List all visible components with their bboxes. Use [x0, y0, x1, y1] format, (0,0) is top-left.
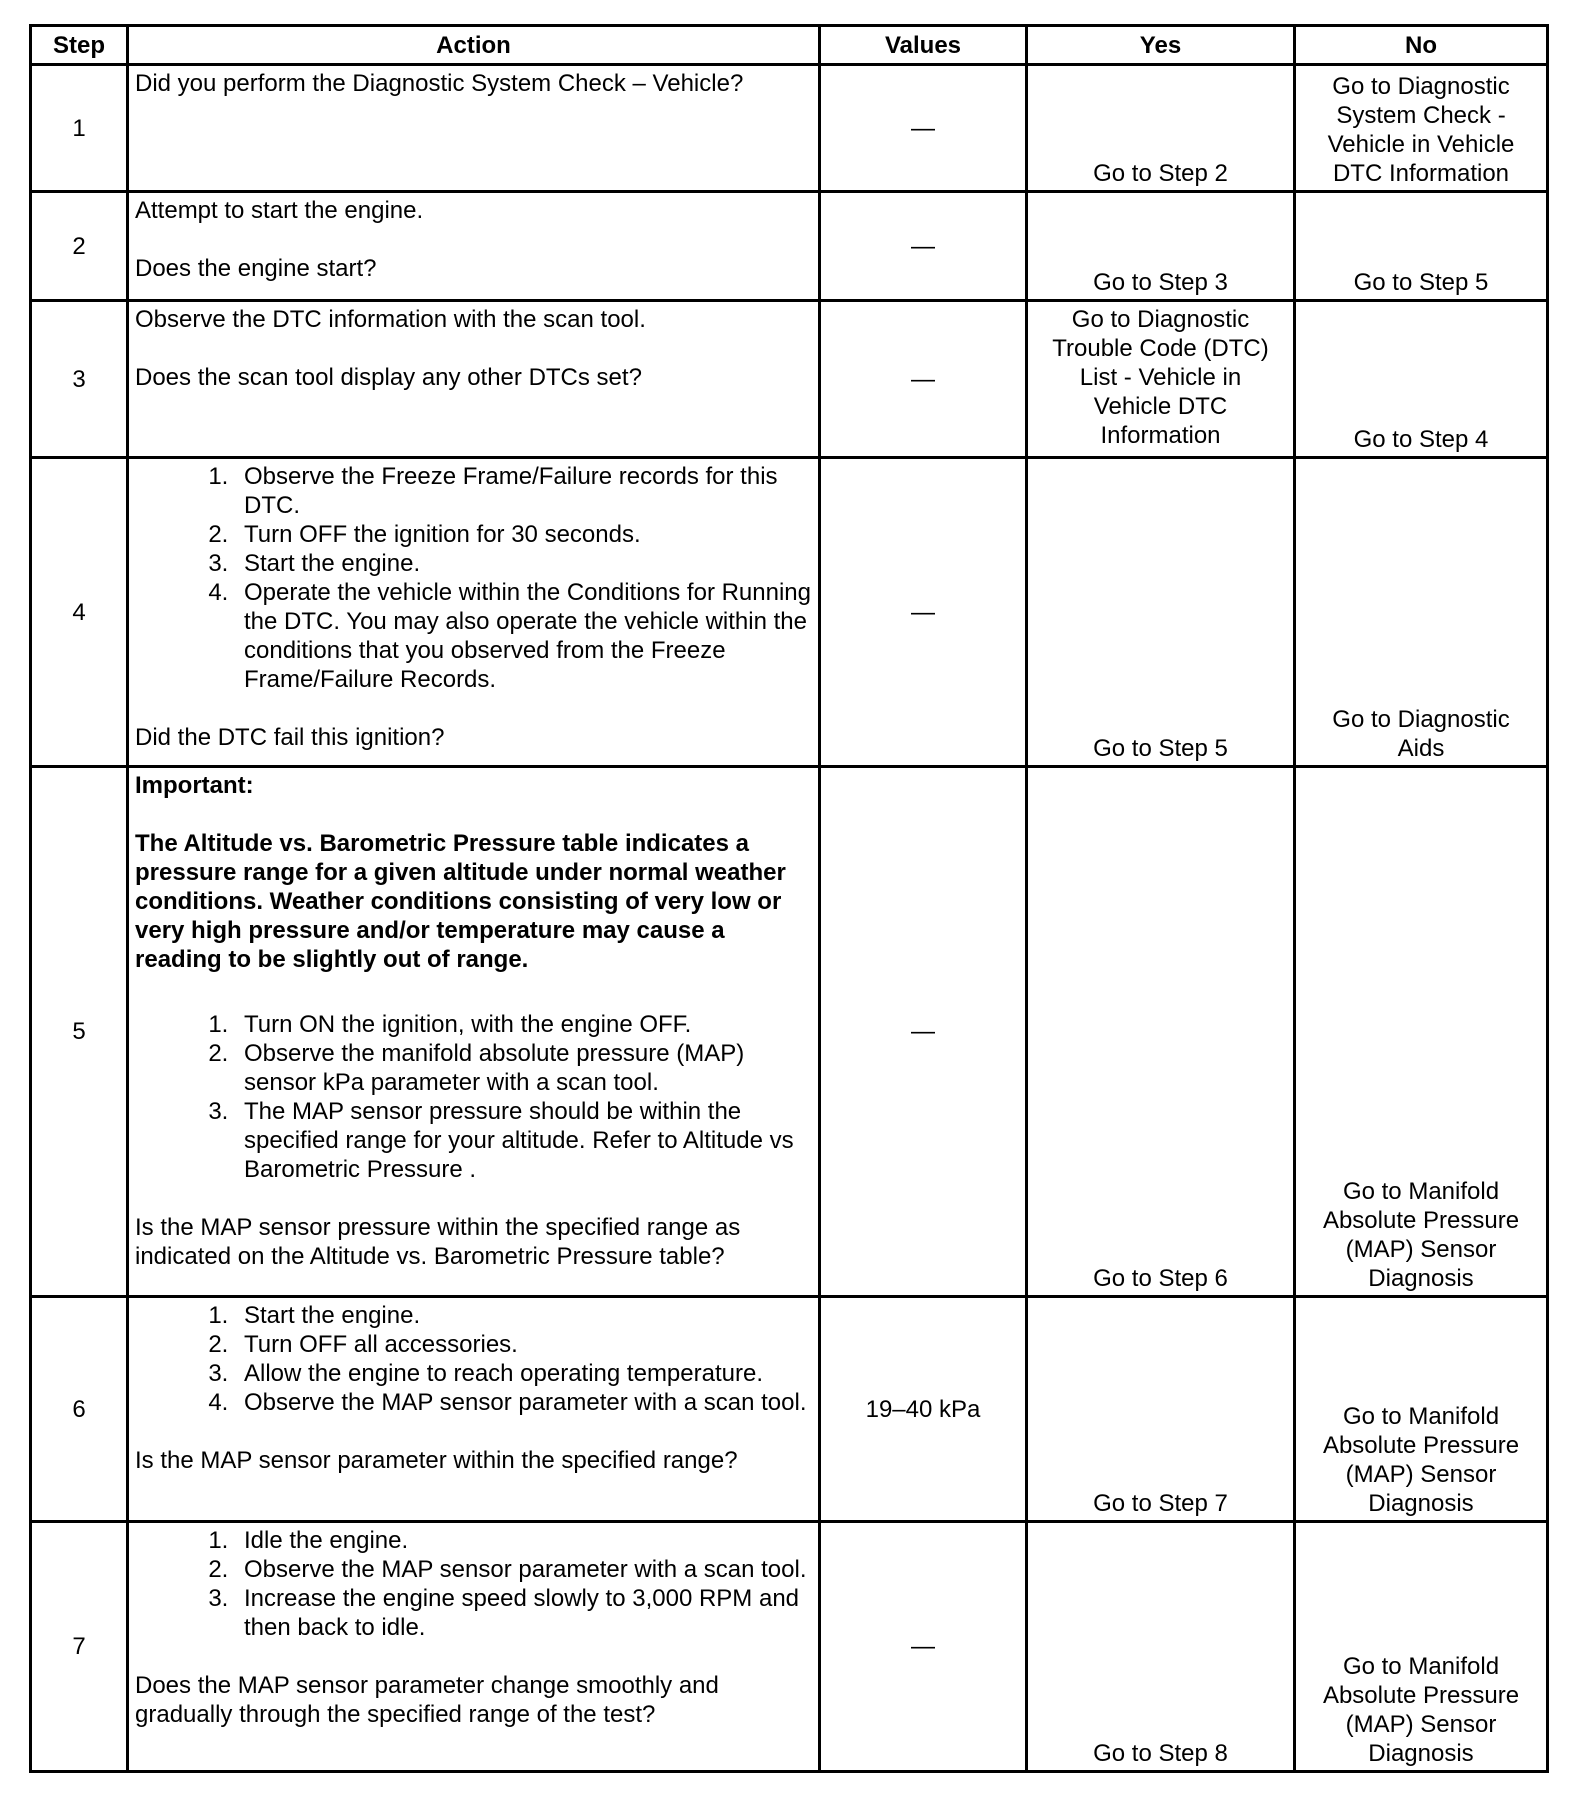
important-text: The Altitude vs. Barometric Pressure table indicates a pressure range for a given altitude under normal weather conditions. Weather conditions consisting of very low or very high pressure and/or temperature may cause a reading to be slightly out of range.: [135, 830, 786, 973]
action-step: 2. Turn OFF all accessories.: [235, 1330, 812, 1359]
action-step: 1. Turn ON the ignition, with the engine OFF.: [235, 1010, 812, 1039]
action-cell: [128, 301, 820, 458]
yes-cell: Go to Step 7: [1027, 1297, 1295, 1522]
step-number: 5: [31, 767, 128, 1297]
important-label: Important:: [135, 772, 254, 799]
no-text: Go to Diagnostic System Check - Vehicle in Vehicle DTC Information: [1327, 73, 1515, 187]
action-intro: Attempt to start the engine.: [135, 197, 424, 224]
action-steps: [135, 462, 812, 694]
no-cell: [1295, 1297, 1548, 1522]
yes-cell: [1027, 301, 1295, 458]
table-row: [31, 192, 1548, 301]
action-cell: [128, 458, 820, 767]
action-question: Is the MAP sensor parameter within the specified range?: [135, 1447, 738, 1474]
action-step: 2. Observe the MAP sensor parameter with a scan tool.: [235, 1555, 812, 1584]
yes-text: Go to Diagnostic Trouble Code (DTC) List - Vehicle in Vehicle DTC Information: [1052, 306, 1269, 449]
step-number: 6: [31, 1297, 128, 1522]
header-row: [31, 26, 1548, 65]
yes-cell: Go to Step 6: [1027, 767, 1295, 1297]
action-step: 2. Turn OFF the ignition for 30 seconds.: [235, 520, 812, 549]
action-cell: [128, 767, 820, 1297]
no-text: Go to Diagnostic Aids: [1332, 706, 1510, 762]
values-cell: —: [820, 301, 1027, 458]
no-cell: Go to Step 4: [1295, 301, 1548, 458]
header-step: Step: [31, 26, 128, 65]
action-step: 1. Idle the engine.: [235, 1526, 812, 1555]
no-cell: [1295, 65, 1548, 192]
no-cell: Go to Step 5: [1295, 192, 1548, 301]
no-text: Go to Manifold Absolute Pressure (MAP) Sensor Diagnosis: [1322, 1178, 1520, 1292]
values-cell: —: [820, 458, 1027, 767]
table-row: [31, 1522, 1548, 1772]
no-cell: [1295, 1522, 1548, 1772]
action-step: 3. Increase the engine speed slowly to 3,000 RPM and then back to idle.: [235, 1584, 812, 1642]
values-cell: —: [820, 1522, 1027, 1772]
values-cell: 19–40 kPa: [820, 1297, 1027, 1522]
action-step: 1. Start the engine.: [235, 1301, 812, 1330]
step-number: 2: [31, 192, 128, 301]
action-step: 4. Observe the MAP sensor parameter with a scan tool.: [235, 1388, 812, 1417]
step-number: 1: [31, 65, 128, 192]
header-action: Action: [128, 26, 820, 65]
action-intro: Observe the DTC information with the scan tool.: [135, 306, 646, 333]
action-step: 3. Allow the engine to reach operating temperature.: [235, 1359, 812, 1388]
table-row: [31, 1297, 1548, 1522]
no-cell: [1295, 458, 1548, 767]
values-cell: —: [820, 767, 1027, 1297]
yes-cell: Go to Step 3: [1027, 192, 1295, 301]
action-question: Does the scan tool display any other DTCs set?: [135, 364, 642, 391]
table-row: [31, 65, 1548, 192]
no-cell: [1295, 767, 1548, 1297]
action-question: Did you perform the Diagnostic System Check – Vehicle?: [135, 70, 744, 97]
values-cell: —: [820, 65, 1027, 192]
yes-cell: Go to Step 5: [1027, 458, 1295, 767]
yes-cell: Go to Step 8: [1027, 1522, 1295, 1772]
action-steps: [135, 1010, 812, 1184]
action-question: Did the DTC fail this ignition?: [135, 724, 445, 751]
table-row: [31, 767, 1548, 1297]
step-number: 3: [31, 301, 128, 458]
no-text: Go to Manifold Absolute Pressure (MAP) Sensor Diagnosis: [1322, 1403, 1520, 1517]
action-steps: [135, 1301, 812, 1417]
action-cell: [128, 192, 820, 301]
diagnostic-table: [29, 24, 1549, 1773]
step-number: 7: [31, 1522, 128, 1772]
table-row: [31, 301, 1548, 458]
action-cell: [128, 65, 820, 192]
values-cell: —: [820, 192, 1027, 301]
header-values: Values: [820, 26, 1027, 65]
action-cell: [128, 1297, 820, 1522]
action-question: Does the engine start?: [135, 255, 377, 282]
yes-cell: Go to Step 2: [1027, 65, 1295, 192]
action-question: Does the MAP sensor parameter change smoothly and gradually through the specified range of the test?: [135, 1672, 719, 1728]
table-row: [31, 458, 1548, 767]
action-steps: [135, 1526, 812, 1642]
step-number: 4: [31, 458, 128, 767]
action-question: Is the MAP sensor pressure within the specified range as indicated on the Altitude vs. Barometric Pressure table?: [135, 1214, 741, 1270]
action-cell: [128, 1522, 820, 1772]
action-step: 3. The MAP sensor pressure should be within the specified range for your altitude. Refer to Altitude vs Barometric Pressure .: [235, 1097, 812, 1184]
action-step: 4. Operate the vehicle within the Conditions for Running the DTC. You may also operate the vehicle within the conditions that you observed from the Freeze Frame/Failure Records.: [235, 578, 812, 694]
action-step: 3. Start the engine.: [235, 549, 812, 578]
header-no: No: [1295, 26, 1548, 65]
action-step: 2. Observe the manifold absolute pressure (MAP) sensor kPa parameter with a scan tool.: [235, 1039, 812, 1097]
header-yes: Yes: [1027, 26, 1295, 65]
no-text: Go to Manifold Absolute Pressure (MAP) Sensor Diagnosis: [1322, 1653, 1520, 1767]
action-step: 1. Observe the Freeze Frame/Failure records for this DTC.: [235, 462, 812, 520]
